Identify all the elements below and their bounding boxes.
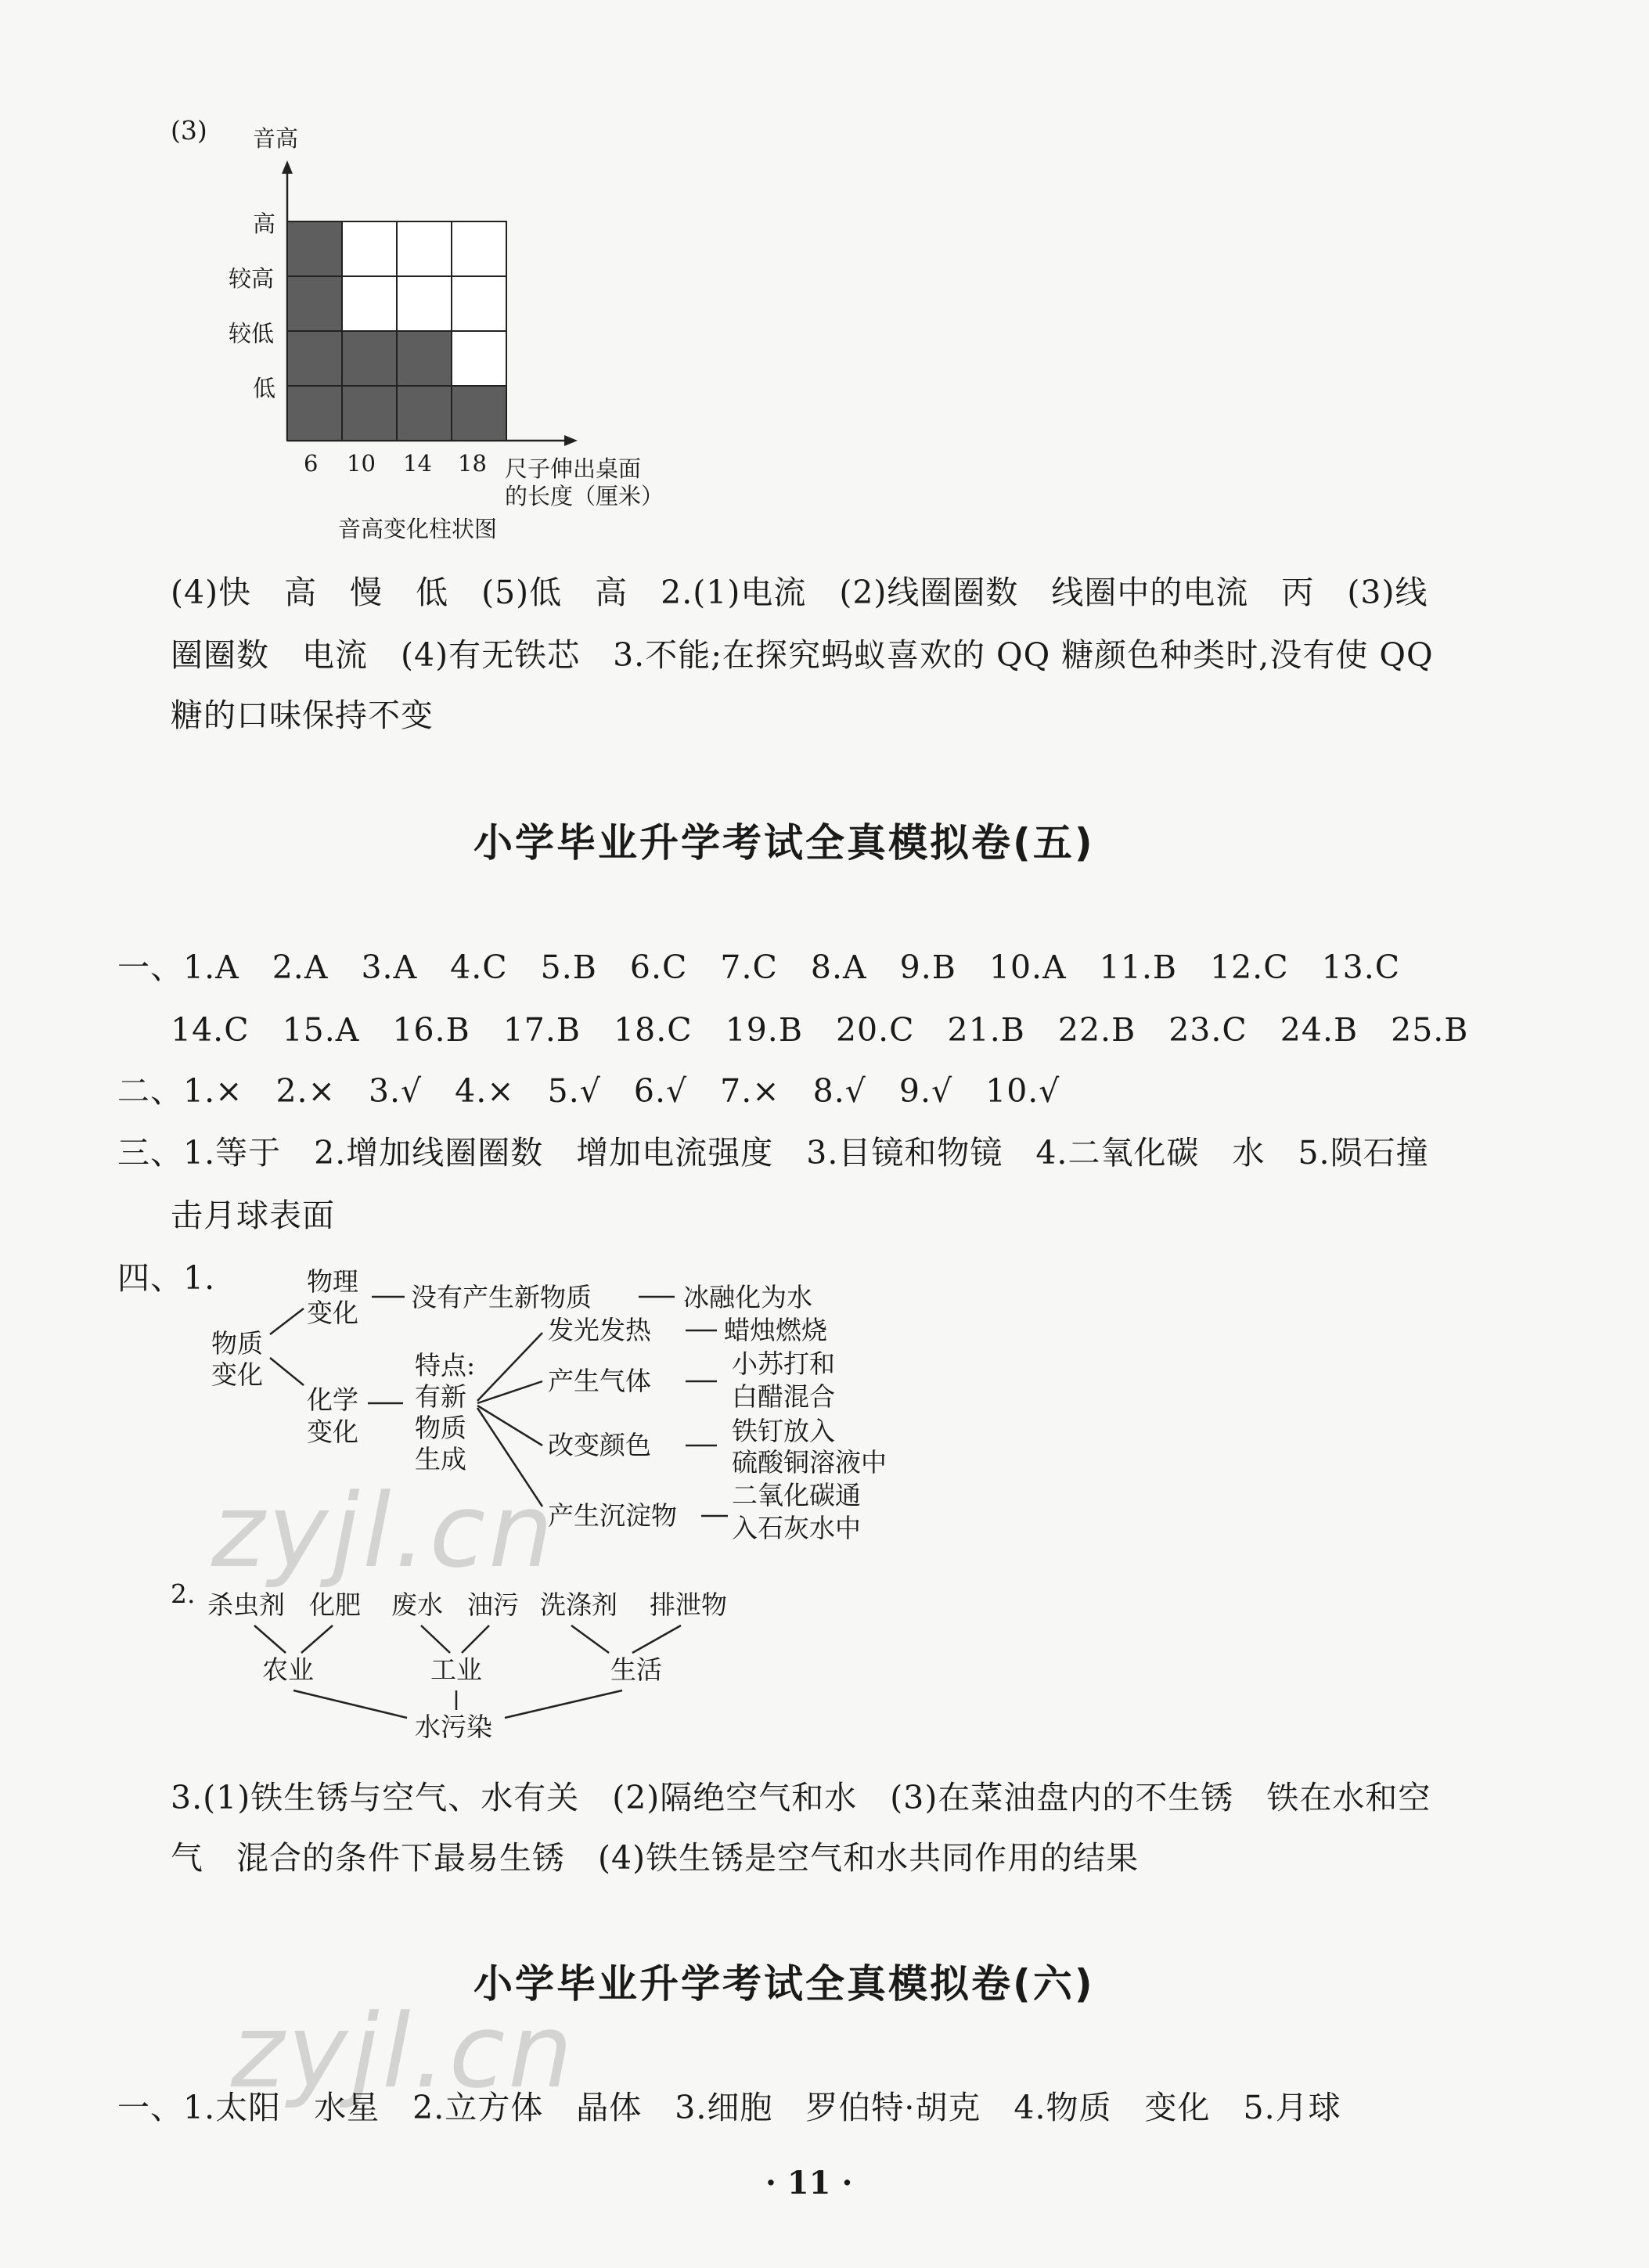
diagram1-sign-1: 发光发热 (548, 1315, 651, 1345)
exam5-line-3: 二、1.× 2.× 3.√ 4.× 5.√ 6.√ 7.× 8.√ 9.√ 10.√ (117, 1072, 1060, 1110)
diagram1-physical-line1: 物理 (307, 1266, 358, 1297)
page-number: · 11 · (765, 2165, 853, 2201)
source-excrement: 排泄物 (650, 1589, 727, 1620)
diagram1-example-2b: 白醋混合 (732, 1381, 835, 1412)
diagram1-feature-2: 有新 (415, 1381, 466, 1412)
chart-y-axis-title: 音高 (253, 125, 299, 152)
diagram1-physical-example: 冰融化为水 (683, 1282, 812, 1312)
exam5-line-5: 击月球表面 (171, 1197, 335, 1234)
diagram1-example-3b: 硫酸铜溶液中 (732, 1447, 887, 1478)
chart-part-label: (3) (171, 115, 207, 146)
source-fertilizer: 化肥 (309, 1589, 361, 1620)
x-tick-10: 10 (347, 450, 376, 477)
diagram1-example-4b: 入石灰水中 (732, 1513, 861, 1543)
y-level-mid-high: 较高 (229, 265, 275, 292)
diagram1-sign-4: 产生沉淀物 (548, 1500, 677, 1531)
diagram1-example-3a: 铁钉放入 (732, 1416, 835, 1446)
diagram1-chemical-line1: 化学 (307, 1384, 358, 1415)
diagram1-sign-2: 产生气体 (548, 1366, 651, 1396)
answer-line-3: 糖的口味保持不变 (171, 697, 434, 734)
diagram1-sign-3: 改变颜色 (548, 1430, 651, 1460)
y-level-high: 高 (253, 211, 276, 237)
root-water-pollution: 水污染 (415, 1712, 492, 1742)
watermark-2: zyjl.cn (231, 1992, 576, 2111)
chart-caption: 音高变化柱状图 (338, 516, 498, 542)
diagram1-example-2a: 小苏打和 (732, 1348, 835, 1379)
category-daily-life: 生活 (610, 1654, 662, 1685)
exam5-line-1: 一、1.A 2.A 3.A 4.C 5.B 6.C 7.C 8.A 9.B 10.A 11.B 12.C 13.C (117, 949, 1401, 986)
diagram1-example-1: 蜡烛燃烧 (724, 1315, 827, 1345)
source-detergent: 洗涤剂 (540, 1589, 617, 1620)
exam5-line-4: 三、1.等于 2.增加线圈圈数 增加电流强度 3.目镜和物镜 4.二氧化碳 水 5.陨石撞 (117, 1134, 1429, 1172)
x-axis-title-line1: 尺子伸出桌面 (505, 455, 642, 482)
diagram1-root-line1: 物质 (211, 1328, 263, 1359)
category-agriculture: 农业 (262, 1654, 314, 1685)
q4-label: 四、1. (117, 1259, 216, 1297)
exam5-title: 小学毕业升学考试全真模拟卷(五) (473, 820, 1095, 866)
answer-line-1: (4)快 高 慢 低 (5)低 高 2.(1)电流 (2)线圈圈数 线圈中的电流 丙 (3)线 (171, 574, 1428, 611)
exam6-title: 小学毕业升学考试全真模拟卷(六) (473, 1961, 1095, 2007)
diagram1-chemical-line2: 变化 (307, 1417, 358, 1447)
x-axis-title-line2: 的长度（厘米） (505, 483, 664, 509)
diagram1-feature-3: 物质 (415, 1413, 466, 1443)
diagram1-root-line2: 变化 (211, 1359, 263, 1390)
diagram1-feature-4: 生成 (415, 1444, 466, 1474)
diagram1-example-4a: 二氧化碳通 (732, 1480, 861, 1510)
x-tick-14: 14 (403, 450, 432, 477)
source-pesticide: 杀虫剂 (207, 1589, 285, 1620)
source-oil: 油污 (467, 1589, 519, 1620)
source-wastewater: 废水 (391, 1589, 443, 1620)
y-level-low: 低 (253, 375, 276, 401)
q3-line-1: 3.(1)铁生锈与空气、水有关 (2)隔绝空气和水 (3)在菜油盘内的不生锈 铁在水和空 (171, 1779, 1431, 1816)
diagram1-feature-1: 特点: (415, 1350, 476, 1381)
x-tick-18: 18 (458, 450, 487, 477)
diagram1-physical-feature: 没有产生新物质 (411, 1282, 592, 1312)
exam6-line-1: 一、1.太阳 水星 2.立方体 晶体 3.细胞 罗伯特·胡克 4.物质 变化 5.月球 (117, 2089, 1341, 2126)
category-industry: 工业 (430, 1654, 482, 1685)
exam5-line-2: 14.C 15.A 16.B 17.B 18.C 19.B 20.C 21.B 22.B 23.C 24.B 25.B (171, 1011, 1469, 1049)
watermark-1: zyjl.cn (211, 1471, 556, 1590)
diagram1-physical-line2: 变化 (307, 1298, 358, 1328)
y-level-mid-low: 较低 (229, 320, 275, 347)
q3-line-2: 气 混合的条件下最易生锈 (4)铁生锈是空气和水共同作用的结果 (171, 1839, 1140, 1877)
answer-line-2: 圈圈数 电流 (4)有无铁芯 3.不能;在探究蚂蚁喜欢的 QQ 糖颜色种类时,没有使 QQ (171, 636, 1434, 674)
x-tick-6: 6 (304, 450, 319, 477)
q4-2-label: 2. (171, 1579, 196, 1609)
